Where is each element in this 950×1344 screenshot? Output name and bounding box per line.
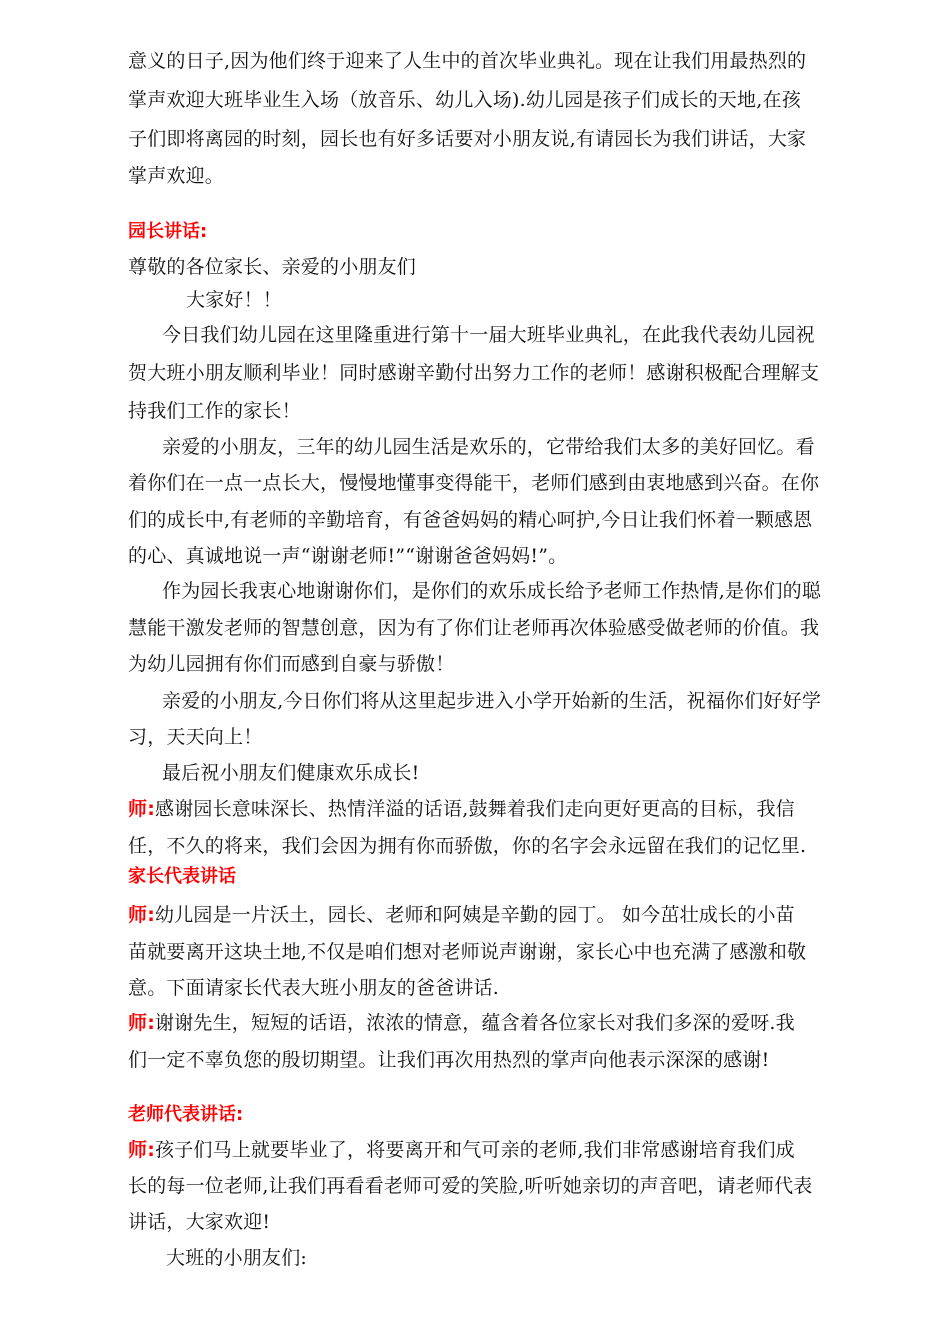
intro-line-2: 掌声欢迎大班毕业生入场（放音乐、幼儿入场).幼儿园是孩子们成长的天地,在孩	[128, 89, 801, 111]
principal-p1-line-1: 今日我们幼儿园在这里隆重进行第十一届大班毕业典礼，在此我代表幼儿园祝	[162, 324, 815, 346]
principal-p4-line-2: 习，天天向上！	[128, 726, 263, 748]
teacher-response-line-1	[128, 796, 795, 822]
speaker-label: 师:	[128, 1012, 155, 1034]
teacher-response-line-2: 任，不久的将来，我们会因为拥有你而骄傲，你的名字会永远留在我们的记忆里.	[128, 835, 807, 857]
speaker-label: 师:	[128, 904, 155, 926]
parent-thanks-line-1	[128, 1010, 795, 1036]
intro-line-4: 掌声欢迎。	[128, 165, 225, 187]
principal-p5: 最后祝小朋友们健康欢乐成长!	[162, 762, 420, 784]
principal-p1-line-2: 贺大班小朋友顺利毕业！同时感谢辛勤付出努力工作的老师！感谢积极配合理解支	[128, 362, 820, 384]
principal-speech-heading: 园长讲话:	[128, 221, 208, 242]
principal-hello: 大家好！！	[186, 289, 283, 311]
parent-thanks-text-1: 谢谢先生，短短的话语，浓浓的情意，蕴含着各位家长对我们多深的爱呀.我	[155, 1012, 795, 1034]
speaker-label: 师:	[128, 1139, 155, 1161]
principal-p4-line-1: 亲爱的小朋友,今日你们将从这里起步进入小学开始新的生活，祝福你们好好学	[162, 690, 822, 712]
teacher-intro-text-1: 孩子们马上就要毕业了，将要离开和气可亲的老师,我们非常感谢培育我们成	[155, 1139, 795, 1161]
principal-p3-line-1: 作为园长我衷心地谢谢你们，是你们的欢乐成长给予老师工作热情,是你们的聪	[162, 580, 822, 602]
speaker-label: 师:	[128, 798, 155, 820]
teacher-response-text-1: 感谢园长意味深长、热情洋溢的话语,鼓舞着我们走向更好更高的目标，我信	[155, 798, 795, 820]
teacher-rep-heading: 老师代表讲话:	[128, 1104, 244, 1125]
parent-intro-line-2: 苗就要离开这块土地,不仅是咱们想对老师说声谢谢，家长心中也充满了感激和敬	[128, 941, 807, 963]
parent-intro-line-3: 意。下面请家长代表大班小朋友的爸爸讲话.	[128, 977, 500, 999]
principal-p2-line-1: 亲爱的小朋友，三年的幼儿园生活是欢乐的，它带给我们太多的美好回忆。看	[162, 436, 815, 458]
teacher-intro-line-1	[128, 1137, 795, 1163]
teacher-intro-line-2: 长的每一位老师,让我们再看看老师可爱的笑脸,听听她亲切的声音吧，请老师代表	[128, 1175, 813, 1197]
teacher-intro-line-3: 讲话，大家欢迎!	[128, 1211, 271, 1233]
parent-rep-heading: 家长代表讲话	[128, 866, 236, 887]
parent-intro-text-1: 幼儿园是一片沃土，园长、老师和阿姨是辛勤的园丁。 如今茁壮成长的小苗	[155, 904, 795, 926]
principal-greeting: 尊敬的各位家长、亲爱的小朋友们	[128, 256, 417, 278]
principal-p1-line-3: 持我们工作的家长！	[128, 400, 301, 422]
teacher-address: 大班的小朋友们:	[166, 1247, 308, 1269]
parent-intro-line-1	[128, 902, 795, 928]
intro-line-1: 意义的日子,因为他们终于迎来了人生中的首次毕业典礼。现在让我们用最热烈的	[128, 50, 807, 72]
intro-line-3: 子们即将离园的时刻，园长也有好多话要对小朋友说,有请园长为我们讲话，大家	[128, 128, 807, 150]
principal-p2-line-4: 的心、真诚地说一声“谢谢老师!”“谢谢爸爸妈妈!”。	[128, 545, 568, 567]
principal-p2-line-2: 着你们在一点一点长大，慢慢地懂事变得能干，老师们感到由衷地感到兴奋。在你	[128, 472, 820, 494]
principal-p3-line-3: 为幼儿园拥有你们而感到自豪与骄傲！	[128, 653, 455, 675]
parent-thanks-line-2: 们一定不辜负您的殷切期望。让我们再次用热烈的掌声向他表示深深的感谢!	[128, 1049, 770, 1071]
principal-p3-line-2: 慧能干激发老师的智慧创意，因为有了你们让老师再次体验感受做老师的价值。我	[128, 617, 820, 639]
principal-p2-line-3: 们的成长中,有老师的辛勤培育，有爸爸妈妈的精心呵护,今日让我们怀着一颗感恩	[128, 509, 813, 531]
